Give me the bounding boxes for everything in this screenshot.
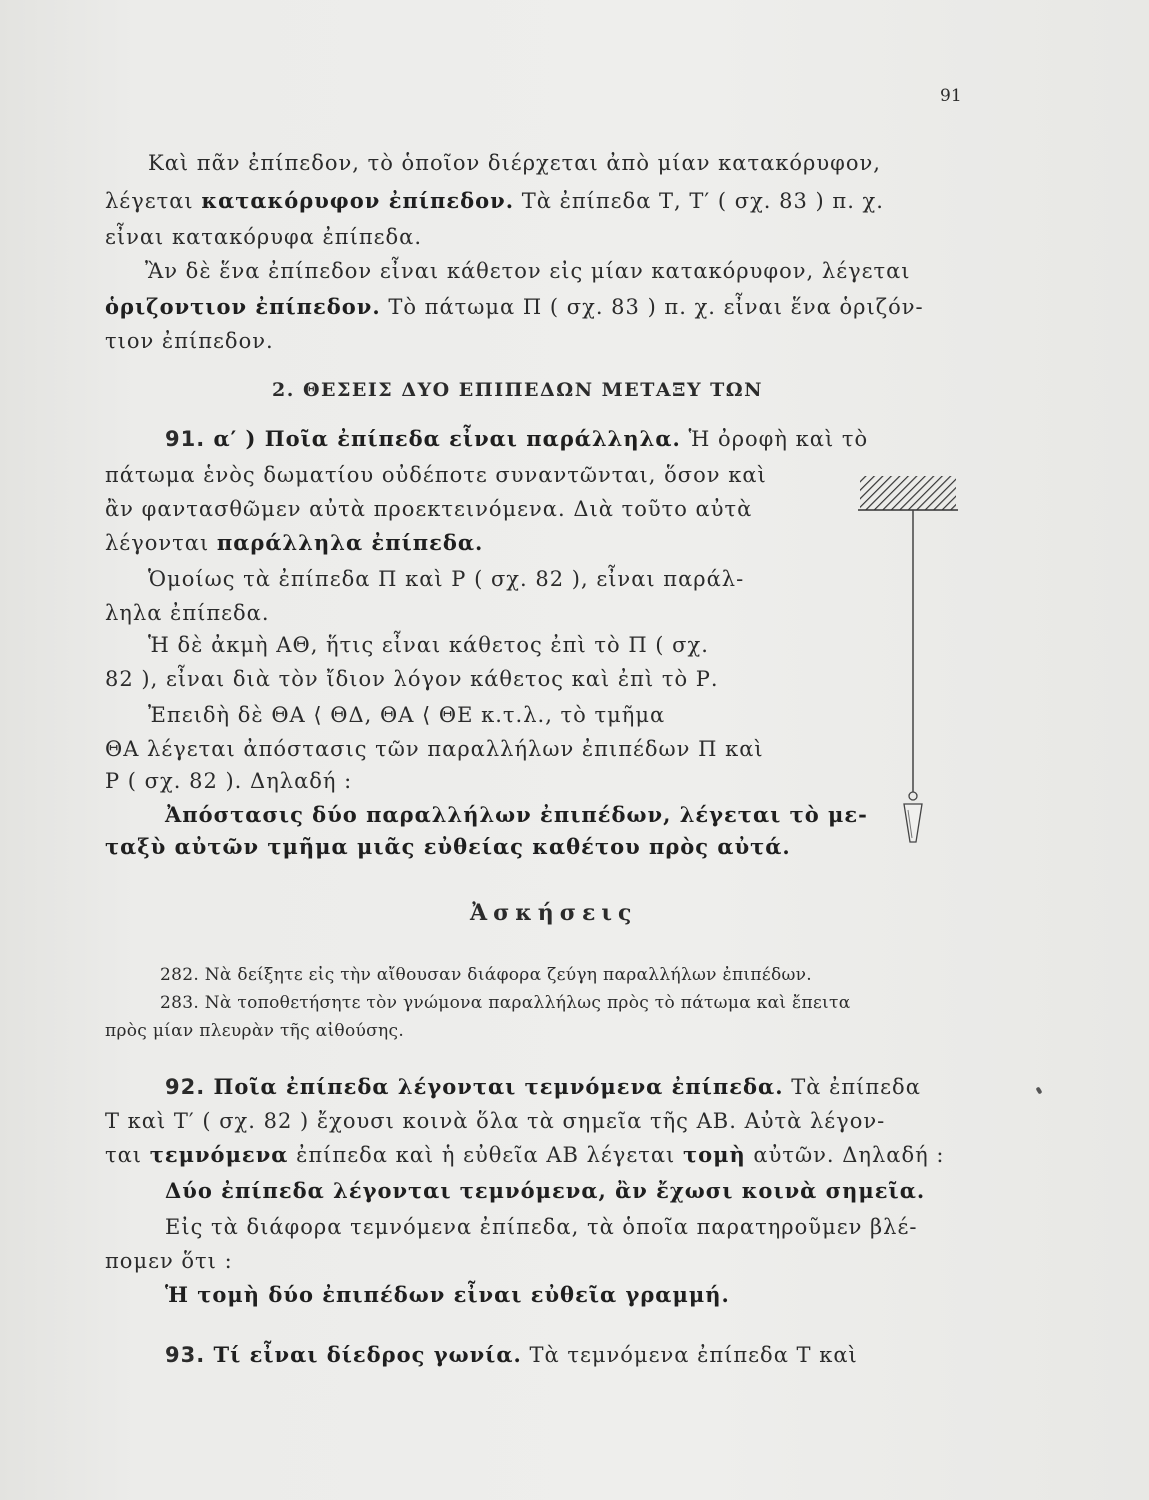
exercise-283-cont: πρὸς μίαν πλευρὰν τῆς αἰθούσης. [105, 1021, 405, 1041]
s91-line-9: Ἐπειδὴ δὲ ΘΑ ⟨ ΘΔ, ΘΑ ⟨ ΘΕ κ.τ.λ., τὸ τμῆμα [148, 703, 666, 727]
section-heading: 2. ΘΕΣΕΙΣ ΔΥΟ ΕΠΙΠΕΔΩΝ ΜΕΤΑΞΥ ΤΩΝ [272, 379, 764, 401]
page-number: 91 [940, 86, 962, 106]
exercise-283: 283. Νὰ τοποθετήσητε τὸν γνώμονα παραλλήλως πρὸς τὸ πάτωμα καὶ ἔπειτα [160, 993, 851, 1013]
term-horizontal-plane: ὁριζοντιον ἐπίπεδον. [105, 294, 381, 319]
s93-line-1: 93. Τί εἶναι δίεδρος γωνία. Τὰ τεμνόμενα ἐπίπεδα Τ καὶ [165, 1342, 858, 1367]
s91-definition-line-1: Ἀπόστασις δύο παραλλήλων ἐπιπέδων, λέγεται τὸ με- [165, 802, 868, 827]
intro-line-4: Ἂν δὲ ἕνα ἐπίπεδον εἶναι κάθετον εἰς μίαν κατακόρυφον, λέγεται [145, 259, 911, 283]
s92-line-2: Τ καὶ Τ′ ( σχ. 82 ) ἔχουσι κοινὰ ὅλα τὰ σημεῖα τῆς ΑΒ. Αὐτὰ λέγον- [105, 1109, 886, 1133]
s91-line-4: λέγονται παράλληλα ἐπίπεδα. [105, 530, 484, 555]
s91-line-5: Ὁμοίως τὰ ἐπίπεδα Π καὶ Ρ ( σχ. 82 ), εἶναι παράλ- [148, 567, 745, 591]
plumb-bob [904, 804, 922, 842]
s92-line-6: πομεν ὅτι : [105, 1249, 233, 1273]
term-parallel-planes: παράλληλα ἐπίπεδα. [216, 530, 484, 555]
exercise-282: 282. Νὰ δείξητε εἰς τὴν αἴθουσαν διάφορα ζεύγη παραλλήλων ἐπιπέδων. [160, 965, 812, 985]
intro-line-3: εἶναι κατακόρυφα ἐπίπεδα. [105, 225, 423, 249]
s91-line-2: πάτωμα ἑνὸς δωματίου οὐδέποτε συναντῶνται, ὅσον καὶ [105, 463, 767, 487]
intro-line-6: τιον ἐπίπεδον. [105, 329, 274, 353]
term-intersecting: τεμνόμενα [149, 1142, 289, 1167]
s92-line-5: Εἰς τὰ διάφορα τεμνόμενα ἐπίπεδα, τὰ ὁποῖα παρατηροῦμεν βλέ- [165, 1215, 918, 1239]
s92-line-1: 92. Ποῖα ἐπίπεδα λέγονται τεμνόμενα ἐπίπεδα. Τὰ ἐπίπεδα [165, 1074, 921, 1099]
s91-line-1: 91. α′ ) Ποῖα ἐπίπεδα εἶναι παράλληλα. Ἡ ὀροφὴ καὶ τὸ [165, 426, 869, 451]
s93-heading: Τί εἶναι δίεδρος γωνία. [205, 1342, 522, 1367]
s91-line-3: ἂν φαντασθῶμεν αὐτὰ προεκτεινόμενα. Διὰ τοῦτο αὐτὰ [105, 497, 753, 521]
intro-line-1: Καὶ πᾶν ἐπίπεδον, τὸ ὁποῖον διέρχεται ἀπὸ μίαν κατακόρυφον, [148, 151, 881, 175]
intro-line-2: λέγεται κατακόρυφον ἐπίπεδον. Τὰ ἐπίπεδα Τ, Τ′ ( σχ. 83 ) π. χ. [105, 188, 884, 213]
intro-line-5: ὁριζοντιον ἐπίπεδον. Τὸ πάτωμα Π ( σχ. 83 ) π. χ. εἶναι ἕνα ὁριζόν- [105, 294, 924, 319]
s91-line-10: ΘΑ λέγεται ἀπόστασις τῶν παραλλήλων ἐπιπέδων Π καὶ [105, 737, 764, 761]
s91-heading: α′ ) Ποῖα ἐπίπεδα εἶναι παράλληλα. [205, 426, 681, 451]
s91-definition-line-2: ταξὺ αὐτῶν τμῆμα μιᾶς εὐθείας καθέτου πρὸς αὐτά. [105, 834, 791, 859]
term-intersection: τομὴ [682, 1142, 746, 1167]
plumb-ring [909, 792, 917, 800]
term-vertical-plane: κατακόρυφον ἐπίπεδον. [201, 188, 515, 213]
s91-line-11: Ρ ( σχ. 82 ). Δηλαδή : [105, 769, 353, 793]
plumb-line-figure [850, 474, 960, 854]
s92-definition: Δύο ἐπίπεδα λέγονται τεμνόμενα, ἂν ἔχωσι κοινὰ σημεῖα. [165, 1178, 926, 1203]
s92-theorem: Ἡ τομὴ δύο ἐπιπέδων εἶναι εὐθεῖα γραμμή. [165, 1282, 730, 1307]
s91-line-6: ληλα ἐπίπεδα. [105, 601, 270, 625]
ceiling-hatch [860, 476, 956, 510]
ink-speck [1036, 1086, 1043, 1094]
s91-line-8: 82 ), εἶναι διὰ τὸν ἴδιον λόγον κάθετος καὶ ἐπὶ τὸ Ρ. [105, 667, 719, 691]
exercises-title: Ἀσκήσεις [470, 900, 638, 926]
s92-heading: Ποῖα ἐπίπεδα λέγονται τεμνόμενα ἐπίπεδα. [205, 1074, 784, 1099]
s92-line-3: ται τεμνόμενα ἐπίπεδα καὶ ἡ εὐθεῖα ΑΒ λέγεται τομὴ αὐτῶν. Δηλαδή : [105, 1142, 945, 1167]
s91-line-7: Ἡ δὲ ἀκμὴ ΑΘ, ἥτις εἶναι κάθετος ἐπὶ τὸ Π ( σχ. [148, 633, 709, 657]
